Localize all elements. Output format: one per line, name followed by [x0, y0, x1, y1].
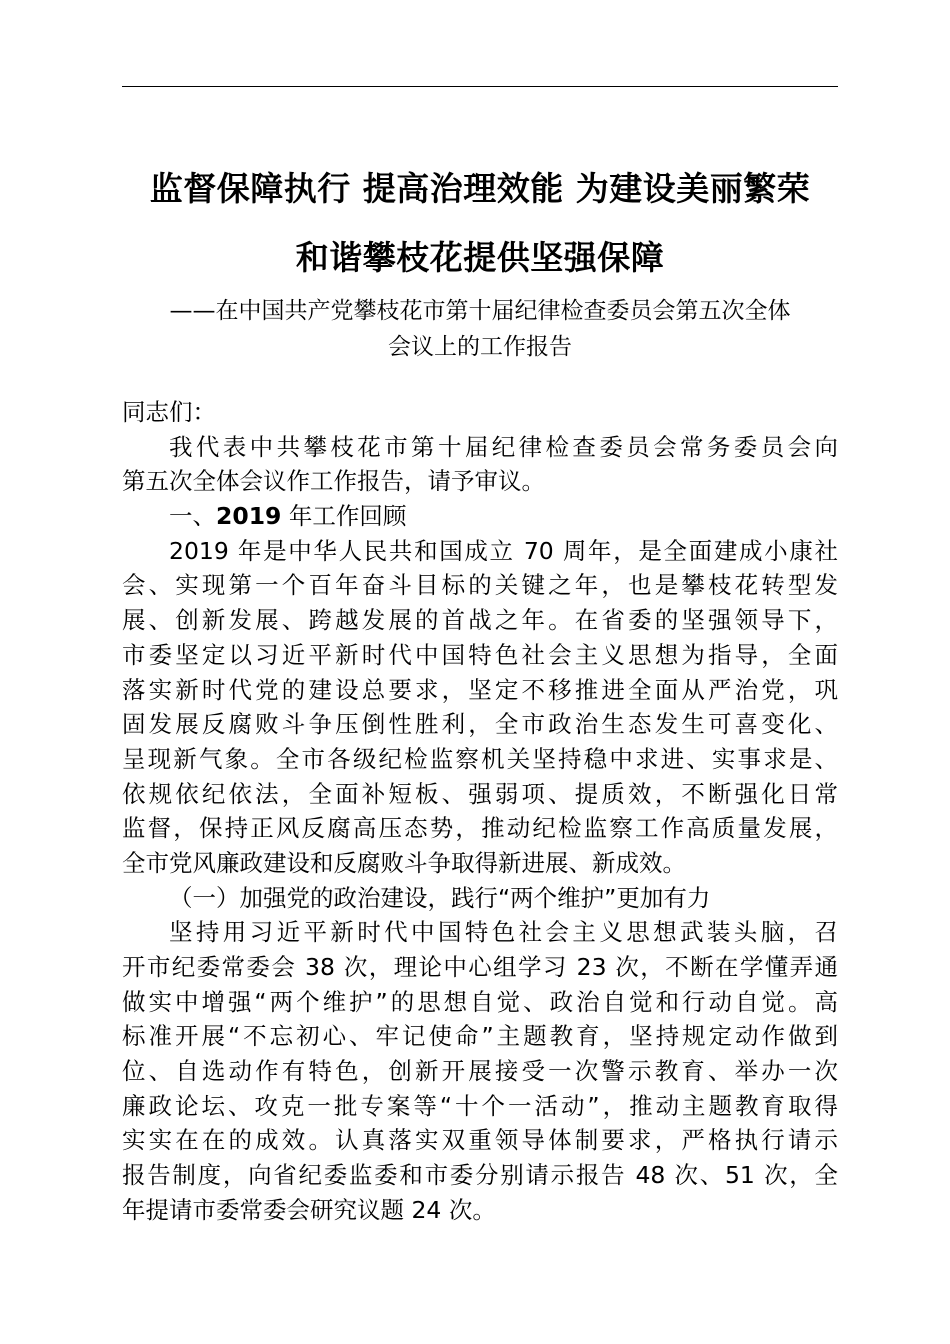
document-subtitle-line-2: 会议上的工作报告 — [388, 334, 572, 360]
paragraph-line: 落实新时代党的建设总要求，坚定不移推进全面从严治党，巩 — [122, 675, 838, 704]
paragraph-line: 位、自选动作有特色，创新开展接受一次警示教育、举办一次 — [122, 1057, 838, 1086]
document-title-line-2: 和谐攀枝花提供坚强保障 — [295, 238, 665, 277]
document-subtitle-line-1: ——在中国共产党攀枝花市第十届纪律检查委员会第五次全体 — [169, 298, 791, 324]
paragraph-line: 依规依纪依法，全面补短板、强弱项、提质效，不断强化日常 — [122, 779, 838, 808]
paragraph-line: 开市纪委常委会 38 次，理论中心组学习 23 次，不断在学懂弄通 — [122, 953, 838, 981]
paragraph-line: 第五次全体会议作工作报告，请予审议。 — [122, 467, 545, 496]
paragraph-line: 我代表中共攀枝花市第十届纪律检查委员会常务委员会向 — [169, 432, 838, 461]
paragraph-line: 全市党风廉政建设和反腐败斗争取得新进展、新成效。 — [122, 848, 686, 877]
section-heading: 一、2019 年工作回顾 — [169, 502, 407, 531]
paragraph-line: 廉政论坛、攻克一批专案等“十个一活动”，推动主题教育取得 — [122, 1091, 838, 1120]
paragraph-line: 实实在在的成效。认真落实双重领导体制要求，严格执行请示 — [122, 1126, 838, 1155]
paragraph-line: 监督，保持正风反腐高压态势，推动纪检监察工作高质量发展， — [122, 814, 838, 843]
paragraph-line: 固发展反腐败斗争压倒性胜利，全市政治生态发生可喜变化、 — [122, 710, 838, 739]
paragraph-line: 报告制度，向省纪委监委和市委分别请示报告 48 次、51 次，全 — [122, 1161, 838, 1190]
paragraph-line: 会、实现第一个百年奋斗目标的关键之年，也是攀枝花转型发 — [122, 571, 838, 600]
subsection-heading: （一）加强党的政治建设，践行“两个维护”更加有力 — [169, 883, 711, 912]
paragraph-line: 坚持用习近平新时代中国特色社会主义思想武装头脑，召 — [169, 918, 838, 947]
paragraph-line: 2019 年是中华人民共和国成立 70 周年，是全面建成小康社 — [169, 536, 838, 565]
paragraph-line: 标准开展“不忘初心、牢记使命”主题教育，坚持规定动作做到 — [122, 1022, 838, 1051]
report-body — [122, 395, 838, 1228]
paragraph-line: 展、创新发展、跨越发展的首战之年。在省委的坚强领导下， — [122, 606, 838, 635]
header-rule — [122, 86, 838, 87]
document-title-line-1: 监督保障执行 提高治理效能 为建设美丽繁荣 — [149, 169, 811, 208]
paragraph-line: 做实中增强“两个维护”的思想自觉、政治自觉和行动自觉。高 — [122, 987, 838, 1016]
paragraph-line: 呈现新气象。全市各级纪检监察机关坚持稳中求进、实事求是、 — [122, 744, 838, 773]
salutation: 同志们： — [122, 398, 216, 426]
paragraph-line: 年提请市委常委会研究议题 24 次。 — [122, 1195, 496, 1224]
paragraph-line: 市委坚定以习近平新时代中国特色社会主义思想为指导，全面 — [122, 640, 838, 669]
